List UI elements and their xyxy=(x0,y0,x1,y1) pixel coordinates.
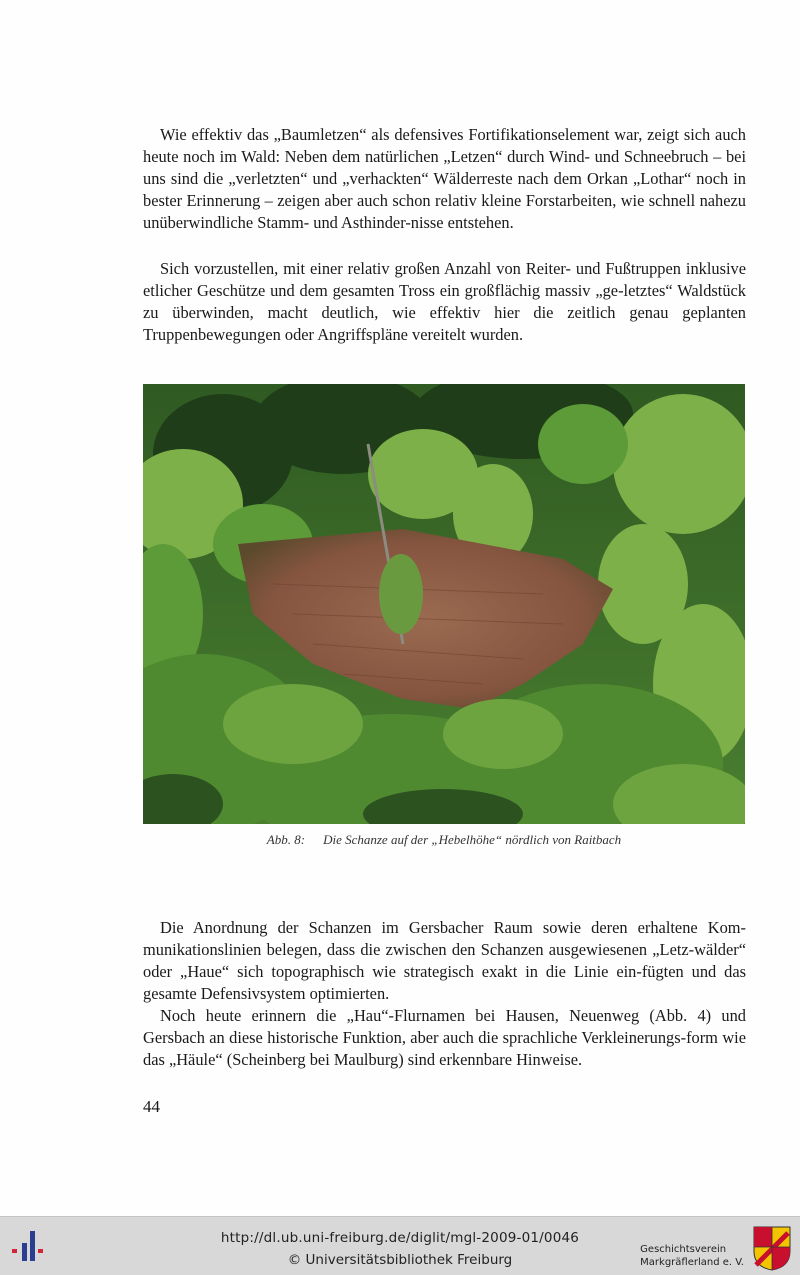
forest-clearing-image xyxy=(143,384,745,824)
paragraph-1: Wie effektiv das „Baumletzen“ als defensives Fortifikationselement war, zeigt sich auch heute noch im Wald: Neben dem natürlichen „Letzen“ durch Wind- und Schneebruch – bei uns sind die „verletzten“ und „verhackten“ Wälderreste nach dem Orkan „Lothar“ noch in bester Erinnerung – zeigen aber auch schon relativ kleine Forstarbeiten, wie schnell nahezu unüberwindliche Stamm- und Asthinder-nisse entstehen. xyxy=(143,125,746,232)
paragraph-2: Sich vorzustellen, mit einer relativ großen Anzahl von Reiter- und Fußtruppen inklusive etlicher Geschütze und dem gesamten Tross ein großflächig massiv „ge-letztes“ Waldstück zu überwinden, macht deutlich, wie effektiv hier die zeitlich genau geplanten Truppenbewegungen oder Angriffspläne vereitelt wurden. xyxy=(143,259,746,344)
society-name-line1: Geschichtsverein xyxy=(640,1244,727,1255)
figure-label: Abb. 8: xyxy=(266,832,306,847)
document-url-link[interactable]: http://dl.ub.uni-freiburg.de/diglit/mgl-2009-01/0046 xyxy=(220,1230,580,1246)
figure-caption xyxy=(143,832,745,848)
figure-caption-text: Die Schanze auf der „Hebelhöhe“ nördlich von Raitbach xyxy=(323,832,622,847)
society-name xyxy=(640,1243,744,1269)
paragraph-4: Noch heute erinnern die „Hau“-Flurnamen bei Hausen, Neuenweg (Abb. 4) und Gersbach an diese historische Funktion, aber auch die sprachliche Verkleinerungs-form wie das „Häule“ (Scheinberg bei Maulburg) sind erkennbare Hinweise. xyxy=(143,1006,746,1069)
paragraph-3: Die Anordnung der Schanzen im Gersbacher Raum sowie deren erhaltene Kom-munikationslinien belegen, dass die zwischen den Schanzen ausgewiesenen „Letz-wälder“ oder „Haue“ sich topographisch wie strategisch exakt in die Linie ein-fügten und das gesamte Defensivsystem optimierten. xyxy=(143,918,746,1003)
markgraeflerland-crest-icon xyxy=(752,1225,792,1271)
society-name-line2: Markgräflerland e. V. xyxy=(640,1257,744,1268)
footer-bar xyxy=(0,1216,800,1275)
forest-photo xyxy=(143,384,745,824)
copyright-notice: © Universitätsbibliothek Freiburg xyxy=(287,1252,513,1268)
page-number: 44 xyxy=(143,1097,160,1116)
